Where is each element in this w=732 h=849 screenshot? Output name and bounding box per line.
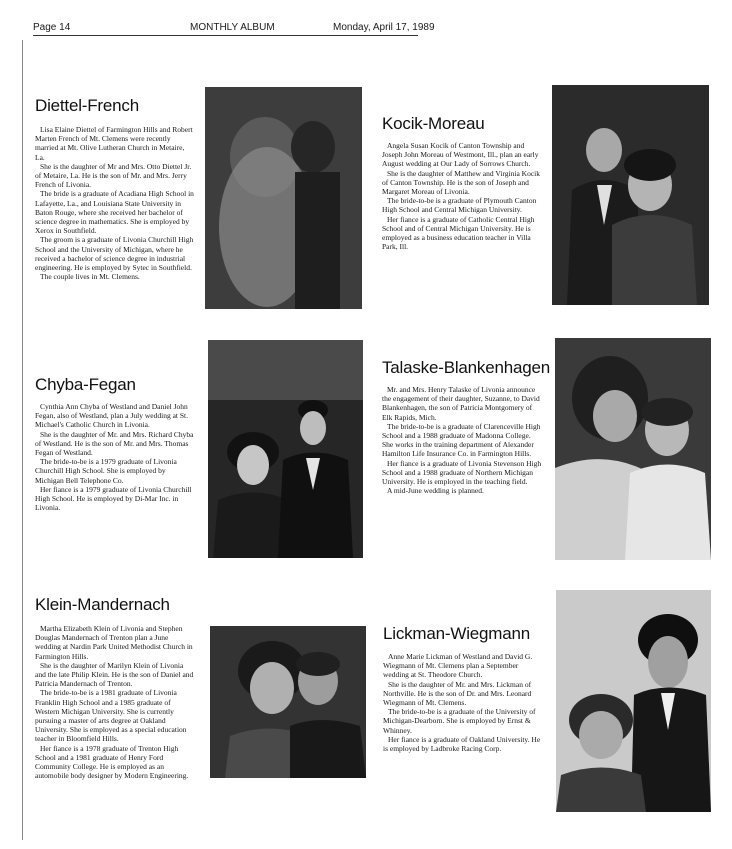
header-rule xyxy=(33,35,418,36)
couple-photo xyxy=(210,626,366,778)
announcement-paragraph: The bride-to-be is a graduate of the University of Michigan-Dearborn. She is employed by Ernst & Whinney. xyxy=(383,707,536,735)
announcement-paragraph: The bride-to-be is a 1981 graduate of Livonia Franklin High School and a 1985 graduate of Western Michigan University. She is currently pursuing a master of arts degree at Oakland University. She is employed as a special education teacher in Bloomfield Hills. xyxy=(35,688,187,744)
section-name: MONTHLY ALBUM xyxy=(190,22,275,33)
announcement-title: Kocik-Moreau xyxy=(382,114,485,133)
announcement-paragraph: She is the daughter of Mr. and Mrs. Richard Chyba of Westland. He is the son of Mr. and Mrs. Thomas Fegan of Westland. xyxy=(35,429,194,458)
announcement-paragraph: Mr. and Mrs. Henry Talaske of Livonia announce the engagement of their daughter, Suzanne, to David Blankenhagen, the son of Patricia Montgomery of Elk Rapids, Mich. xyxy=(382,385,540,422)
announcement-paragraph: The bride is a graduate of Acadiana High School in Lafayette, La., and Louisiana State University in Baton Rouge, where she received her bachelor of science degree in mathematics. She is employed by Xerox in Southfield. xyxy=(35,189,194,236)
announcement-body xyxy=(382,141,542,251)
couple-photo xyxy=(555,338,711,560)
announcement-paragraph: She is the daughter of Marilyn Klein of Livonia and the late Philip Klein. He is the son of Daniel and Patricia Mandernach of Trenton. xyxy=(35,660,194,689)
announcement-paragraph: Lisa Elaine Diettel of Farmington Hills and Robert Marten French of Mt. Clemens were recently married at Mt. Olive Lutheran Church in Metaire, La. xyxy=(35,125,193,162)
page-number: Page 14 xyxy=(33,22,71,33)
couple-photo xyxy=(552,85,709,305)
announcement-paragraph: The couple lives in Mt. Clemens. xyxy=(40,272,140,282)
announcement-title: Lickman-Wiegmann xyxy=(383,624,531,643)
announcement-paragraph: She is the daughter of Matthew and Virginia Kocik of Canton Township. He is the son of Joseph and Margaret Moreau of Livonia. xyxy=(382,168,540,197)
announcement-paragraph: She is the daughter of Mr. and Mrs. Lickman of Northville. He is the son of Dr. and Mrs. Leonard Wiegmann of Mt. Clemens. xyxy=(383,679,532,708)
announcement-body xyxy=(35,624,195,780)
announcement-body xyxy=(382,385,542,495)
announcement-body xyxy=(383,652,543,753)
announcement-paragraph: The bride-to-be is a graduate of Clarenceville High School and a 1988 graduate of Madonna College. She works in the training department of Alexander Hamilton Life Insurance Co. in Farmington Hills. xyxy=(382,421,541,459)
announcement-title: Diettel-French xyxy=(35,96,139,115)
announcement-paragraph: Her fiance is a 1979 graduate of Livonia Churchill High School. He is employed by Di-Mar Inc. in Livonia. xyxy=(35,484,192,513)
announcement-paragraph: The bride-to-be is a 1979 graduate of Livonia Churchill High School. She is employed by Michigan Bell Telephone Co. xyxy=(35,457,177,485)
couple-photo xyxy=(208,340,363,558)
announcement-paragraph: Her fiance is a graduate of Oakland University. He is employed by Ladbroke Racing Corp. xyxy=(383,734,541,754)
announcement-paragraph: Her fiance is a 1978 graduate of Trenton High School and a 1981 graduate of Henry Ford Community College. He is employed as an automobile body designer by Modern Engineering. xyxy=(35,743,189,781)
announcement-paragraph: Her fiance is a graduate of Catholic Central High School and of Central Michigan University. He is employed as a business education teacher in Villa Park, Ill. xyxy=(382,214,535,252)
announcement-title: Chyba-Fegan xyxy=(35,375,136,394)
announcement-body xyxy=(35,125,195,281)
page-edge-line xyxy=(22,40,23,840)
announcement-paragraph: The bride-to-be is a graduate of Plymouth Canton High School and Central Michigan University. xyxy=(382,196,537,215)
announcement-paragraph: A mid-June wedding is planned. xyxy=(387,486,484,496)
issue-date: Monday, April 17, 1989 xyxy=(333,22,435,33)
announcement-paragraph: Angela Susan Kocik of Canton Township and Joseph John Moreau of Westmont, Ill., plan an early August wedding at Our Lady of Sorrows Church. xyxy=(382,141,539,169)
announcement-paragraph: Her fiance is a graduate of Livonia Stevenson High School and a 1988 graduate of Northern Michigan University. He is employed in the teaching field. xyxy=(382,458,542,487)
announcement-title: Klein-Mandernach xyxy=(35,595,170,614)
announcement-paragraph: The groom is a graduate of Livonia Churchill High School and the University of Michigan, where he received a bachelor of science degree in industrial engineering. He is employed by Sytec in Southfield. xyxy=(35,235,194,273)
announcement-paragraph: Anne Marie Lickman of Westland and David G. Wiegmann of Mt. Clemens plan a September wedding at St. Theodore Church. xyxy=(383,652,533,680)
announcement-paragraph: Cynthia Ann Chyba of Westland and Daniel John Fegan, also of Westland, plan a July wedding at St. Michael's Catholic Church in Livonia. xyxy=(35,402,188,430)
announcement-paragraph: Martha Elizabeth Klein of Livonia and Stephen Douglas Mandernach of Trenton plan a June wedding at Nardin Park United Methodist Church in Farmington Hills. xyxy=(35,624,193,661)
couple-photo xyxy=(205,87,362,309)
announcement-body xyxy=(35,402,195,512)
couple-photo xyxy=(556,590,711,812)
announcement-title: Talaske-Blankenhagen xyxy=(382,358,551,377)
announcement-paragraph: She is the daughter of Mr and Mrs. Otto Diettel Jr. of Metaire, La. He is the son of Mr. and Mrs. Jerry French of Livonia. xyxy=(35,161,192,190)
